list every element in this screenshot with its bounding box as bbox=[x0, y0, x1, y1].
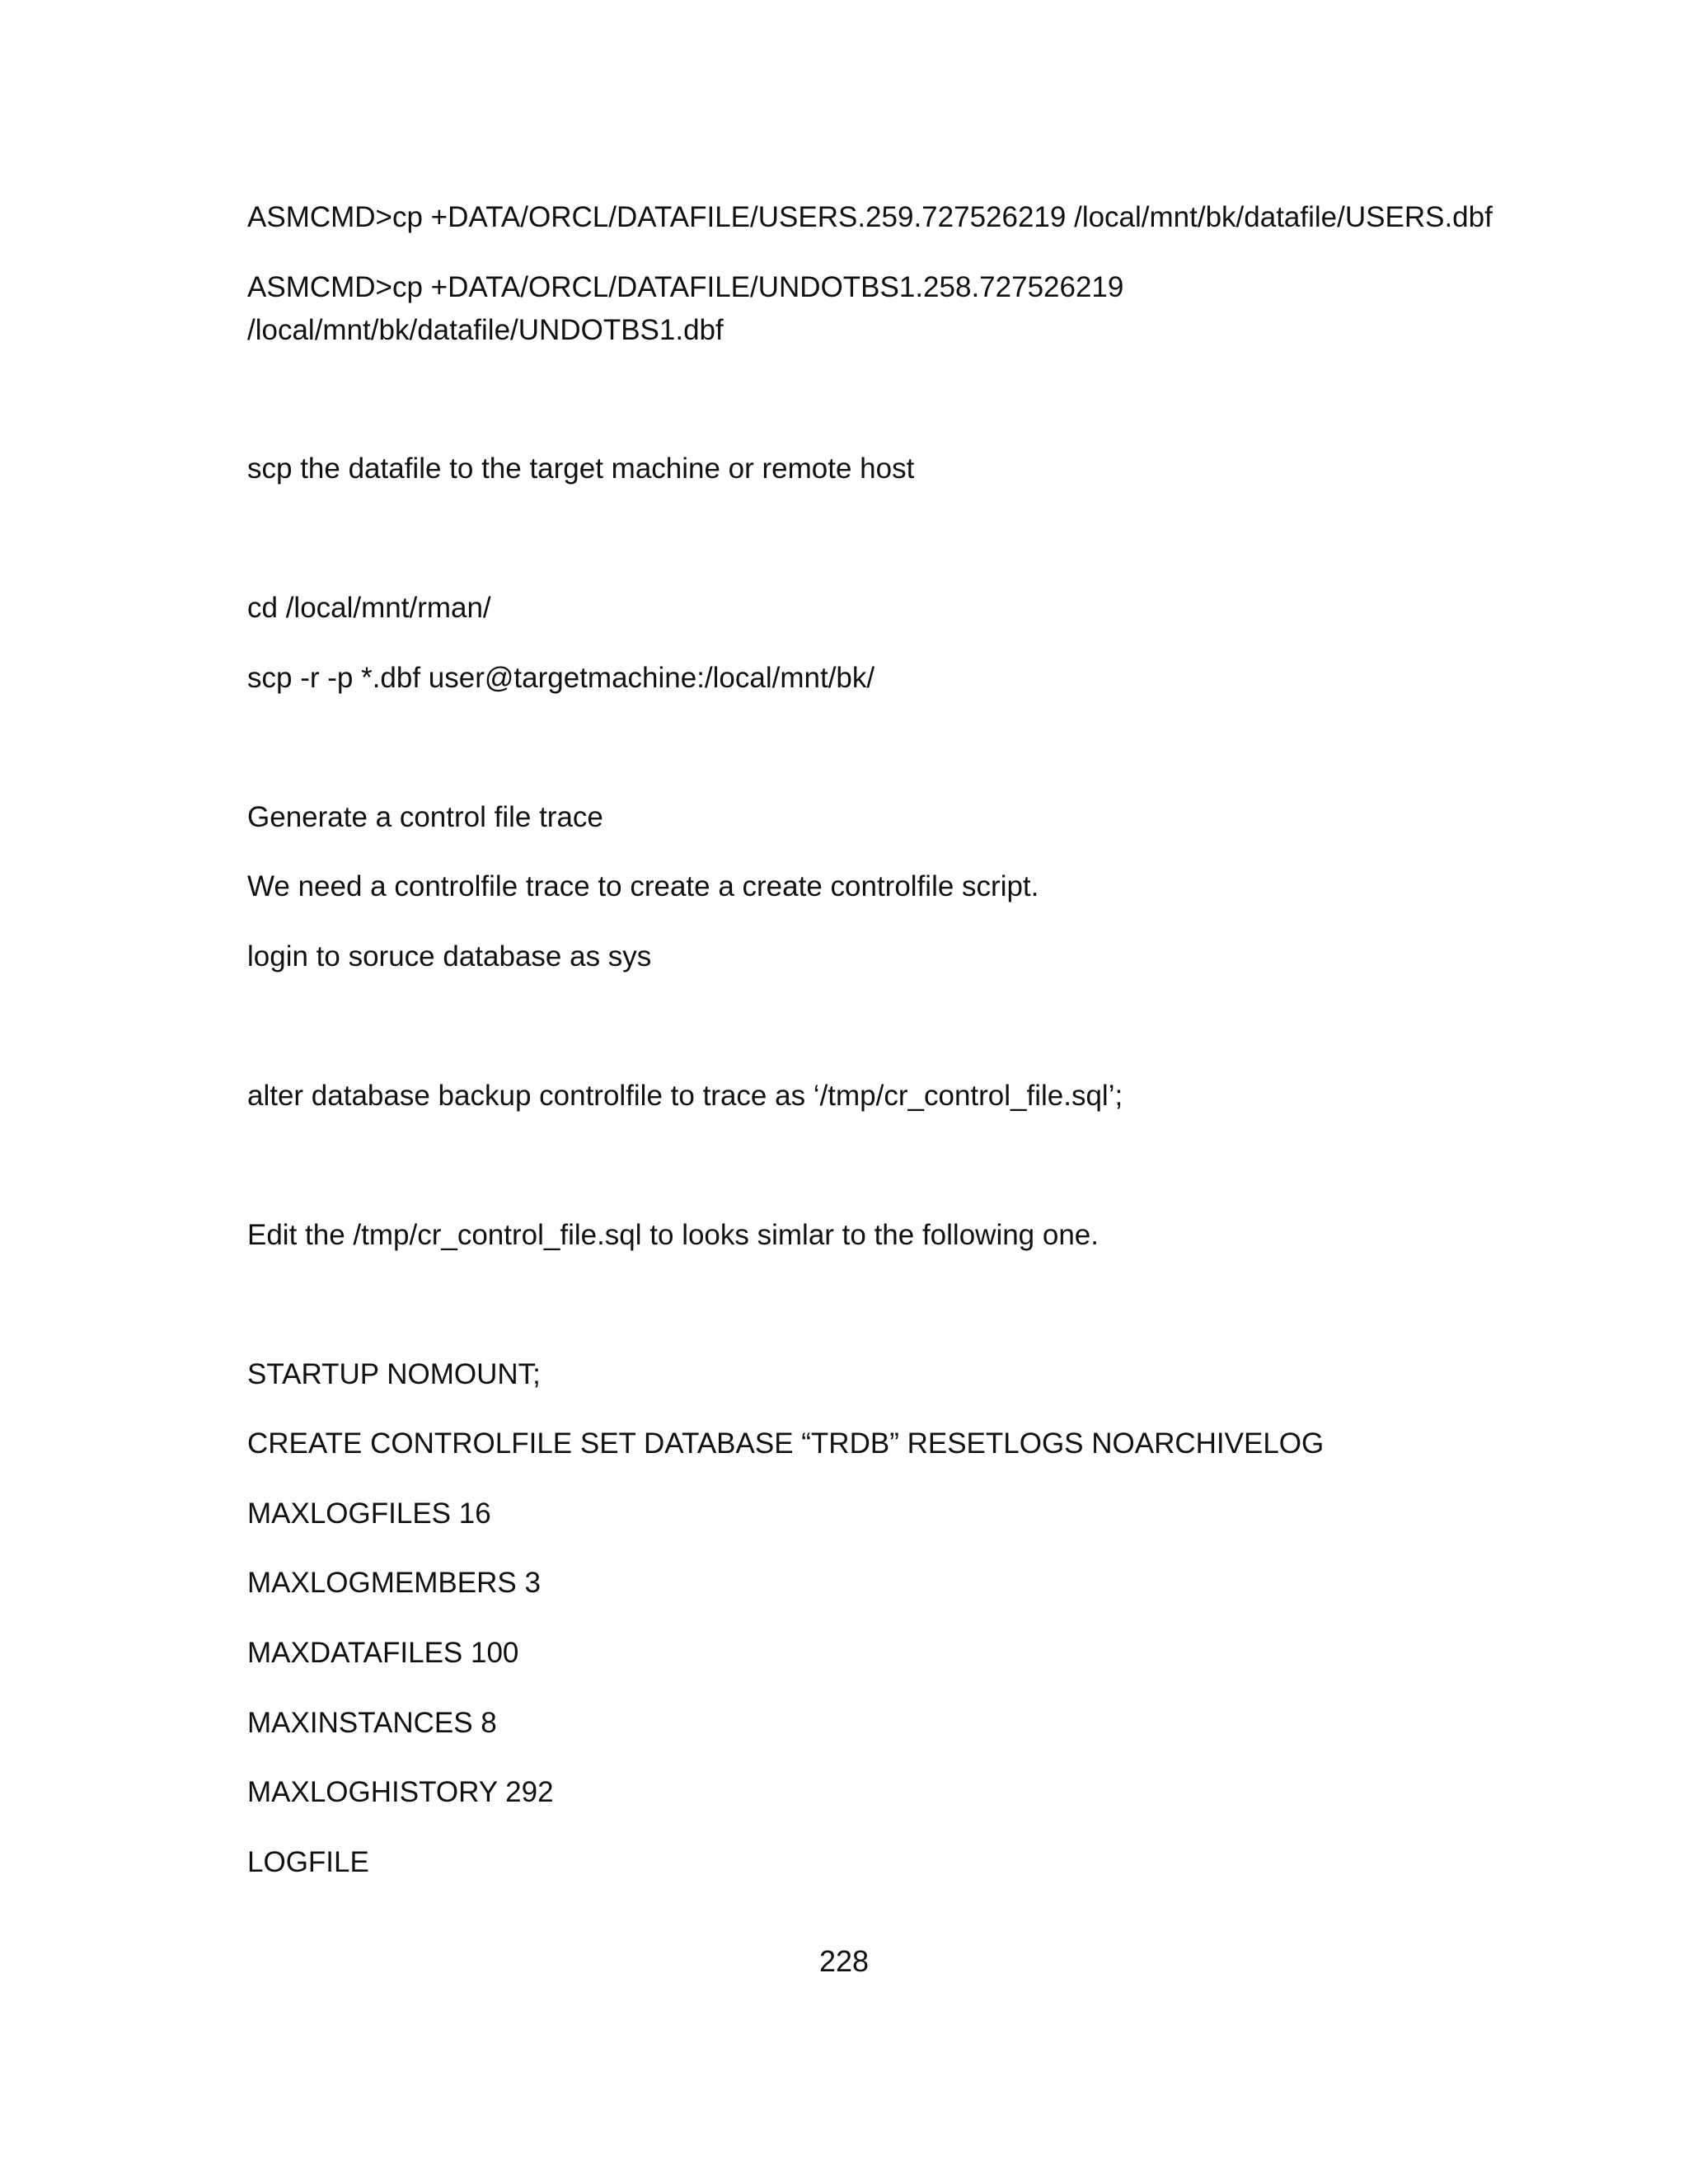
text-line-asmcmd-users-copy: ASMCMD>cp +DATA/ORCL/DATAFILE/USERS.259.727526219 /local/mnt/bk/datafile/USERS.dbf bbox=[247, 201, 1493, 233]
text-line-maxloghistory: MAXLOGHISTORY 292 bbox=[247, 1776, 554, 1808]
text-line-maxdatafiles: MAXDATAFILES 100 bbox=[247, 1637, 519, 1669]
text-line-maxlogfiles: MAXLOGFILES 16 bbox=[247, 1497, 491, 1530]
text-line-edit-instruction: Edit the /tmp/cr_control_file.sql to looks simlar to the following one. bbox=[247, 1219, 1099, 1251]
text-line-maxlogmembers: MAXLOGMEMBERS 3 bbox=[247, 1567, 541, 1599]
text-line-undotbs-destination: /local/mnt/bk/datafile/UNDOTBS1.dbf bbox=[247, 314, 724, 346]
text-line-login-instruction: login to soruce database as sys bbox=[247, 940, 652, 972]
text-line-create-controlfile: CREATE CONTROLFILE SET DATABASE “TRDB” RESETLOGS NOARCHIVELOG bbox=[247, 1427, 1325, 1460]
text-line-alter-database-command: alter database backup controlfile to trace as ‘/tmp/cr_control_file.sql’; bbox=[247, 1080, 1123, 1112]
text-line-scp-command: scp -r -p *.dbf user@targetmachine:/local/mnt/bk/ bbox=[247, 662, 875, 694]
text-line-cd-command: cd /local/mnt/rman/ bbox=[247, 592, 491, 624]
text-line-section-heading: Generate a control file trace bbox=[247, 801, 603, 833]
text-line-logfile: LOGFILE bbox=[247, 1846, 369, 1878]
text-line-startup-nomount: STARTUP NOMOUNT; bbox=[247, 1358, 541, 1390]
text-line-scp-instruction: scp the datafile to the target machine or remote host bbox=[247, 452, 915, 485]
page-number: 228 bbox=[818, 1944, 870, 1978]
text-line-asmcmd-undotbs-copy: ASMCMD>cp +DATA/ORCL/DATAFILE/UNDOTBS1.258.727526219 bbox=[247, 271, 1124, 303]
text-line-controlfile-explanation: We need a controlfile trace to create a create controlfile script. bbox=[247, 870, 1039, 902]
text-line-maxinstances: MAXINSTANCES 8 bbox=[247, 1707, 497, 1739]
